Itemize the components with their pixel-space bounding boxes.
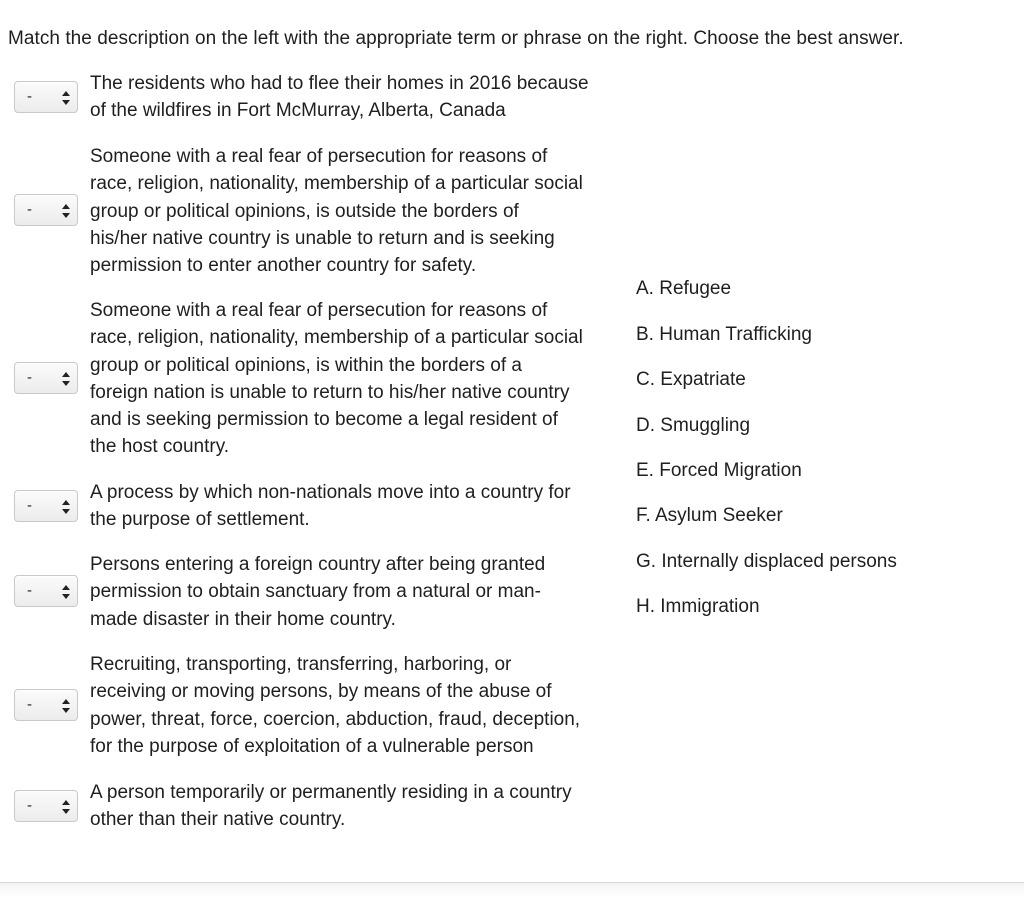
answer-select[interactable]: [14, 362, 78, 394]
select-value: -: [27, 797, 32, 814]
answer-option: G. Internally displaced persons: [636, 551, 897, 572]
answer-select[interactable]: [14, 194, 78, 226]
answer-select[interactable]: [14, 490, 78, 522]
answer-option: H. Immigration: [636, 596, 760, 617]
instructions-text: Match the description on the left with the appropriate term or phrase on the right. Choose the best answer.: [8, 28, 904, 49]
select-value: -: [27, 497, 32, 514]
select-value: -: [27, 582, 32, 599]
select-value: -: [27, 369, 32, 386]
answer-select[interactable]: [14, 575, 78, 607]
up-down-arrows-icon: [61, 697, 71, 715]
answer-option: C. Expatriate: [636, 369, 746, 390]
question-description: The residents who had to flee their homes in 2016 because of the wildfires in Fort McMurray, Alberta, Canada: [90, 73, 589, 122]
up-down-arrows-icon: [61, 202, 71, 220]
question-description: Recruiting, transporting, transferring, harboring, or receiving or moving persons, by means of the abuse of power, threat, force, coercion, abduction, fraud, deception, for the purpose of exploitation of a vulnerable person: [90, 654, 581, 757]
question-description: Someone with a real fear of persecution for reasons of race, religion, nationality, membership of a particular social group or political opinions, is within the borders of a foreign nation is unable to return to his/her native country and is seeking permission to become a legal resident of the host country.: [90, 300, 583, 458]
answer-option: B. Human Trafficking: [636, 324, 813, 345]
question-description: A person temporarily or permanently residing in a country other than their native country.: [90, 782, 572, 831]
answer-option: E. Forced Migration: [636, 460, 802, 481]
select-value: -: [27, 201, 32, 218]
bottom-divider: [0, 882, 1024, 897]
up-down-arrows-icon: [61, 498, 71, 516]
up-down-arrows-icon: [61, 370, 71, 388]
answer-select[interactable]: [14, 689, 78, 721]
answer-option: A. Refugee: [636, 278, 732, 299]
up-down-arrows-icon: [61, 89, 71, 107]
question-description: Someone with a real fear of persecution for reasons of race, religion, nationality, membership of a particular social group or political opinions, is outside the borders of his/her native country is unable to return and is seeking permission to enter another country for safety.: [90, 146, 583, 277]
select-value: -: [27, 696, 32, 713]
up-down-arrows-icon: [61, 798, 71, 816]
select-value: -: [27, 88, 32, 105]
answer-select[interactable]: [14, 790, 78, 822]
up-down-arrows-icon: [61, 583, 71, 601]
answer-option: D. Smuggling: [636, 415, 751, 436]
question-description: Persons entering a foreign country after being granted permission to obtain sanctuary from a natural or man- made disaster in their home country.: [90, 554, 546, 630]
answer-select[interactable]: [14, 81, 78, 113]
question-description: A process by which non-nationals move into a country for the purpose of settlement.: [90, 482, 571, 531]
answer-option: F. Asylum Seeker: [636, 505, 783, 526]
